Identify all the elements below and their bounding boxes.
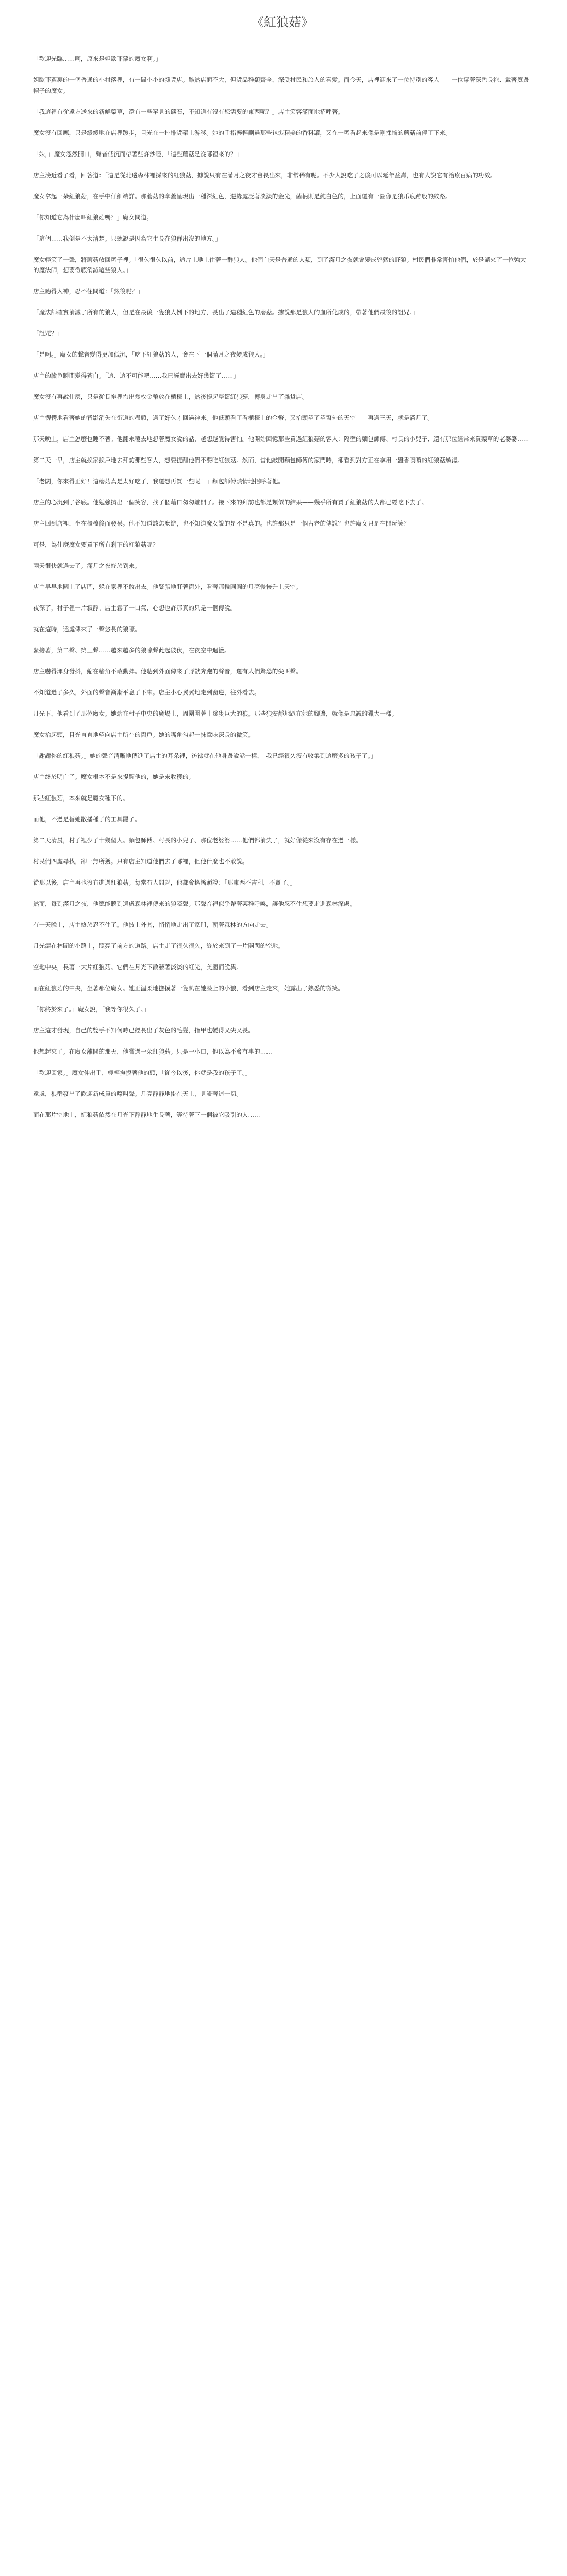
paragraph-gap	[33, 318, 532, 329]
paragraph-gap	[33, 973, 532, 984]
paragraph-gap	[33, 614, 532, 624]
story-paragraph: 遠處，狼群發出了歡迎新成員的嚎叫聲。月亮靜靜地掛在天上，見證著這一切。	[33, 1090, 242, 1097]
paragraph-gap	[33, 825, 532, 836]
story-paragraph: 空地中央，長著一大片紅狼菇。它們在月光下散發著淡淡的紅光，美麗而詭異。	[33, 963, 242, 971]
paragraph-gap	[33, 201, 532, 212]
paragraph-gap	[33, 96, 532, 107]
story-paragraph: 「這個……我倒是不太清楚。只聽說是因為它生長在狼群出沒的地方。」	[33, 234, 222, 242]
paragraph-gap	[33, 381, 532, 392]
story-paragraph: 魔女沒有回應，只是緩緩地在店裡踱步，目光在一排排貨架上游移。她的手指輕輕劃過那些包裝精美的香料罐，又在一籃看起來像是剛採摘的蘑菇前停了下來。	[33, 129, 452, 137]
paragraph-gap	[33, 740, 532, 751]
paragraph-gap	[33, 529, 532, 540]
paragraph-gap	[33, 1099, 532, 1110]
story-paragraph: 店主這才發現，自己的雙手不知何時已經長出了灰色的毛髮，指甲也變得又尖又長。	[33, 1027, 254, 1034]
story-paragraph: 然而，每到滿月之夜，他總能聽到遠處森林裡傳來的狼嚎聲。那聲音裡似乎帶著某種呼喚，讓他忍不住想要走進森林深處。	[33, 900, 356, 907]
story-paragraph: 不知道過了多久，外面的聲音漸漸平息了下來。店主小心翼翼地走到窗邊，往外看去。	[33, 689, 260, 696]
paragraph-gap	[33, 180, 532, 191]
story-paragraph: 他想起來了。在魔女離開的那天，他嘗過一朵紅狼菇。只是一小口，他以為不會有事的……	[33, 1048, 272, 1055]
paragraph-gap	[33, 867, 532, 878]
story-paragraph: 店主的臉色瞬間變得蒼白。「這、這不可能吧……我已經賣出去好幾籃了……」	[33, 372, 239, 379]
story-paragraph: 店主湊近看了看，回答道：「這是從北邊森林裡採來的紅狼菇，據說只有在滿月之夜才會長出來，非常稀有呢。不少人說吃了之後可以延年益壽，也有人說它有治療百病的功效。」	[33, 171, 499, 179]
paragraph-gap	[33, 930, 532, 941]
paragraph-gap	[33, 223, 532, 233]
story-paragraph: 「詛咒？」	[33, 330, 63, 337]
story-paragraph: 而他，不過是替她散播種子的工具罷了。	[33, 816, 141, 823]
paragraph-gap	[33, 402, 532, 413]
story-paragraph: 店主聽得入神，忍不住問道：「然後呢？」	[33, 287, 144, 295]
paragraph-gap	[33, 888, 532, 899]
story-paragraph: 魔女抬起頭，目光直直地望向店主所在的窗戶。她的嘴角勾起一抹意味深長的微笑。	[33, 731, 254, 738]
paragraph-gap	[33, 761, 532, 772]
story-paragraph: 魔女沒有再說什麼，只是從長袍裡掏出幾枚金幣放在櫃檯上，然後提起整籃紅狼菇，轉身走出了雜貨店。	[33, 393, 308, 400]
paragraph-gap	[33, 719, 532, 730]
paragraph-gap	[33, 952, 532, 962]
paragraph-gap	[33, 1015, 532, 1026]
paragraph-gap	[33, 1057, 532, 1068]
story-paragraph: 「你終於來了。」魔女說，「我等你很久了。」	[33, 1006, 150, 1013]
story-paragraph: 就在這時，遠處傳來了一聲悠長的狼嚎。	[33, 625, 141, 633]
paragraph-gap	[33, 244, 532, 255]
paragraph-gap	[33, 698, 532, 709]
story-paragraph: 店主早早地關上了店門，躲在家裡不敢出去。他緊張地盯著窗外，看著那輪圓圓的月亮慢慢升上天空。	[33, 583, 302, 590]
story-paragraph: 緊接著，第二聲、第三聲……越來越多的狼嚎聲此起彼伏，在夜空中迴盪。	[33, 647, 230, 654]
story-paragraph: 「老闆，你來得正好！這蘑菇真是太好吃了，我還想再買一些呢！」麵包師傅熱情地招呼著他。	[33, 478, 284, 485]
story-paragraph: 店主愣愣地看著她的背影消失在街道的盡頭，過了好久才回過神來。他低頭看了看櫃檯上的金幣，又抬頭望了望窗外的天空——再過三天，就是滿月了。	[33, 414, 433, 421]
story-paragraph: 「妹，」魔女忽然開口，聲音低沉而帶著些許沙啞，「這些蘑菇是從哪裡來的？」	[33, 150, 242, 158]
paragraph-gap	[33, 360, 532, 371]
story-paragraph: 月光下，他看到了那位魔女。她站在村子中央的廣場上，周圍圍著十幾隻巨大的狼。那些狼安靜地趴在她的腳邊，就像是忠誠的獵犬一樣。	[33, 710, 398, 717]
story-paragraph: 那些紅狼菇，本來就是魔女種下的。	[33, 794, 129, 802]
paragraph-gap	[33, 1078, 532, 1089]
document-title: 《紅狼菇》	[252, 15, 313, 29]
paragraph-gap	[33, 64, 532, 75]
paragraph-gap	[33, 487, 532, 498]
story-paragraph: 魔女拿起一朵紅狼菇，在手中仔細端詳。那蘑菇的傘蓋呈現出一種深紅色，邊緣處泛著淡淡的金光，菌柄則是純白色的，上面還有一圈像是狼爪痕跡般的紋路。	[33, 192, 452, 200]
story-paragraph: 村民們四處尋找，卻一無所獲。只有店主知道他們去了哪裡，但他什麼也不敢說。	[33, 858, 248, 865]
paragraph-gap	[33, 159, 532, 170]
story-body	[33, 54, 532, 1121]
paragraph-gap	[33, 909, 532, 920]
story-paragraph: 「是啊。」魔女的聲音變得更加低沉，「吃下紅狼菇的人，會在下一個滿月之夜變成狼人。」	[33, 351, 269, 358]
story-paragraph: 「你知道它為什麼叫紅狼菇嗎？」魔女問道。	[33, 213, 153, 221]
story-paragraph: 「我這裡有從遠方送來的新鮮藥草，還有一些罕見的礦石，不知道有沒有您需要的東西呢？」店主笑容滿面地招呼著。	[33, 108, 344, 115]
story-paragraph: 那天晚上，店主怎麼也睡不著。他翻來覆去地想著魔女說的話，越想越覺得害怕。他開始回憶那些買過紅狼菇的客人：隔壁的麵包師傅、村長的小兒子、還有那位經常來買藥草的老婆婆……	[33, 435, 529, 443]
story-paragraph: 「謝謝你的紅狼菇。」她的聲音清晰地傳進了店主的耳朵裡，彷彿就在他身邊說話一樣，「我已經很久沒有收集到這麼多的孩子了。」	[33, 752, 377, 759]
paragraph-gap	[33, 423, 532, 434]
story-paragraph: 妲歐菲蘿裏的一個普通的小村落裡，有一間小小的雜貨店。雖然店面不大，但貨品種類齊全，深受村民和旅人的喜愛。而今天，店裡迎來了一位特別的客人——一位穿著深色長袍、戴著寬邊帽子的魔女。	[33, 76, 529, 94]
story-paragraph: 魔女輕笑了一聲，將蘑菇放回籃子裡。「很久很久以前，這片土地上住著一群狼人。他們白天是普通的人類，到了滿月之夜就會變成兇猛的野狼。村民們非常害怕他們，於是請來了一位強大的魔法師，想要徹底消滅這些狼人。」	[33, 256, 526, 274]
story-paragraph: 月光灑在林間的小路上，照亮了前方的道路。店主走了很久很久，終於來到了一片開闊的空地。	[33, 942, 284, 950]
story-paragraph: 店主回到店裡，坐在櫃檯後面發呆。他不知道該怎麼辦，也不知道魔女說的是不是真的。也許那只是一個古老的傳說？也許魔女只是在開玩笑？	[33, 520, 410, 527]
story-paragraph: 第二天一早，店主就挨家挨戶地去拜訪那些客人，想要提醒他們不要吃紅狼菇。然而，當他敲開麵包師傅的家門時，卻看到對方正在享用一盤香噴噴的紅狼菇燉湯。	[33, 456, 463, 464]
story-paragraph: 店主嚇得渾身發抖，縮在牆角不敢動彈。他聽到外面傳來了野獸奔跑的聲音，還有人們驚恐的尖叫聲。	[33, 668, 302, 675]
paragraph-gap	[33, 592, 532, 603]
paragraph-gap	[33, 783, 532, 793]
paragraph-gap	[33, 571, 532, 582]
story-paragraph: 而在那片空地上，紅狼菇依然在月光下靜靜地生長著，等待著下一個被它吸引的人……	[33, 1111, 260, 1118]
paragraph-gap	[33, 466, 532, 477]
paragraph-gap	[33, 846, 532, 857]
story-paragraph: 第二天清晨，村子裡少了十幾個人。麵包師傅、村長的小兒子、那位老婆婆……他們都消失了，就好像從來沒有存在過一樣。	[33, 837, 362, 844]
story-paragraph: 店主終於明白了。魔女根本不是來提醒他的，她是來收穫的。	[33, 773, 195, 781]
story-paragraph: 可是，為什麼魔女要買下所有剩下的紅狼菇呢？	[33, 541, 159, 548]
story-paragraph: 有一天晚上，店主終於忍不住了。他披上外套，悄悄地走出了家門，朝著森林的方向走去。	[33, 921, 272, 928]
story-paragraph: 夜深了，村子裡一片寂靜。店主鬆了一口氣，心想也許那真的只是一個傳說。	[33, 604, 237, 612]
paragraph-gap	[33, 339, 532, 350]
paragraph-gap	[33, 508, 532, 519]
story-paragraph: 「魔法師確實消滅了所有的狼人，但是在最後一隻狼人倒下的地方，長出了這種紅色的蘑菇。據說那是狼人的血所化成的，帶著他們最後的詛咒。」	[33, 309, 419, 316]
paragraph-gap	[33, 550, 532, 561]
paragraph-gap	[33, 804, 532, 815]
paragraph-gap	[33, 297, 532, 308]
paragraph-gap	[33, 656, 532, 667]
paragraph-gap	[33, 138, 532, 149]
paragraph-gap	[33, 994, 532, 1005]
paragraph-gap	[33, 276, 532, 286]
paragraph-gap	[33, 635, 532, 646]
paragraph-gap	[33, 677, 532, 688]
story-paragraph: 「歡迎光臨……啊，原來是妲歐菲蘿的魔女啊。」	[33, 55, 162, 62]
story-paragraph: 兩天很快就過去了。滿月之夜終於到來。	[33, 562, 141, 569]
paragraph-gap	[33, 1036, 532, 1047]
story-paragraph: 店主的心沉到了谷底。他勉強擠出一個笑容，找了個藉口匆匆離開了。接下來的拜訪也都是類似的結果——幾乎所有買了紅狼菇的人都已經吃下去了。	[33, 499, 428, 506]
story-paragraph: 而在紅狼菇的中央，坐著那位魔女。她正溫柔地撫摸著一隻趴在她膝上的小狼，看到店主走來，她露出了熟悉的微笑。	[33, 985, 344, 992]
story-paragraph: 從那以後，店主再也沒有進過紅狼菇。每當有人問起，他都會搖搖頭說：「那東西不吉利，不賣了。」	[33, 879, 296, 886]
paragraph-gap	[33, 117, 532, 128]
paragraph-gap	[33, 445, 532, 455]
story-paragraph: 「歡迎回家。」魔女伸出手，輕輕撫摸著他的頭，「從今以後，你就是我的孩子了。」	[33, 1069, 252, 1076]
